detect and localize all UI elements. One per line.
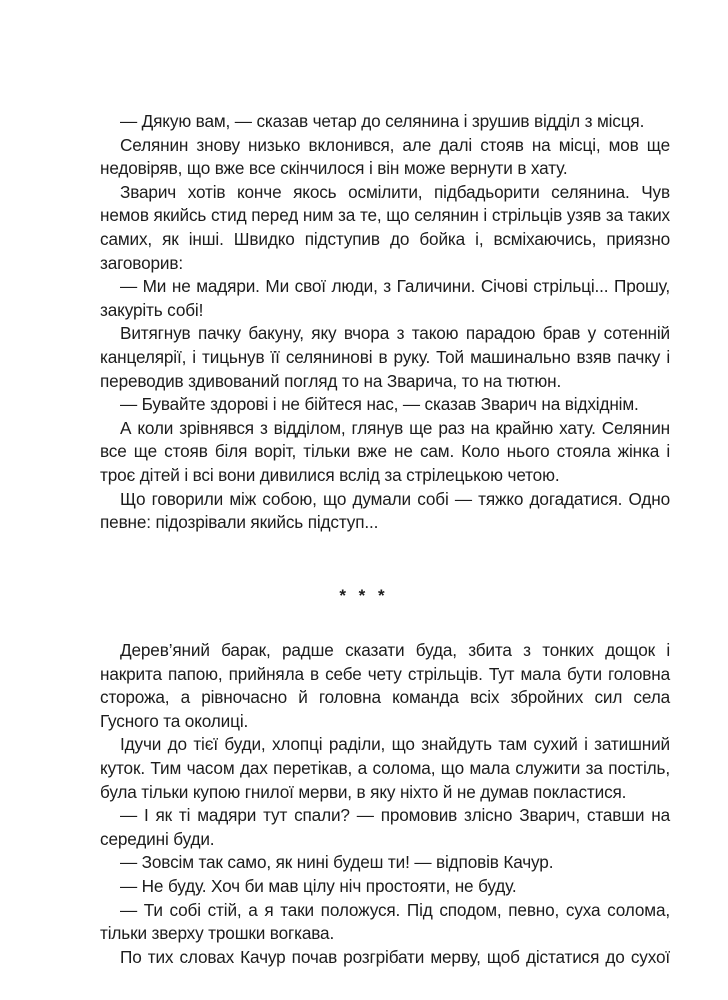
paragraph: Селянин знову низько вклонився, але далі стояв на місці, мов ще недовіряв, що вже все скінчилося і він може вернути в хату. xyxy=(100,134,670,179)
paragraph: А коли зрівнявся з відділом, глянув ще раз на крайню хату. Селянин все ще стояв біля воріт, тільки вже не сам. Коло нього стояла жінка і троє дітей і всі вони дивилися вслід за стрілецькою четою. xyxy=(100,417,670,485)
paragraph: Що говорили між собою, що думали собі — тяжко догадатися. Одно певне: підозрівали якийсь підступ... xyxy=(100,488,670,533)
paragraph: — Зовсім так само, як нині будеш ти! — відповів Качур. xyxy=(120,852,554,873)
section-separator: * * * xyxy=(339,586,389,605)
paragraph: По тих словах Качур почав розгрібати мерву, щоб дістатися до сухої xyxy=(120,946,670,967)
paragraph: Ідучи до тієї буди, хлопці раділи, що знайдуть там сухий і затишний куток. Тим часом дах перетікав, а солома, що мала служити за постіль, була тільки купою гнилої мерви, в яку ніхто й не думав покластися. xyxy=(100,734,670,802)
paragraph: — Не буду. Хоч би мав цілу ніч простояти, не буду. xyxy=(120,875,517,896)
paragraph: — Дякую вам, — сказав четар до селянина і зрушив відділ з місця. xyxy=(120,111,645,131)
paragraph: — Ти собі стій, а я таки положуся. Під сподом, певно, суха солома, тільки зверху трошки вогкава. xyxy=(100,899,670,944)
paragraph: — І як ті мадяри тут спали? — промовив злісно Зварич, ставши на середині буди. xyxy=(100,805,670,849)
paragraph: — Бувайте здорові і не бійтеся нас, — сказав Зварич на відхіднім. xyxy=(120,394,639,415)
paragraph: Витягнув пачку бакуну, яку вчора з такою парадою брав у сотенній канцелярії, і тицьнув її селянинові в руку. Той машинально взяв пачку і переводив здивований погляд то на Зварича, то на тютюн. xyxy=(100,323,670,391)
paragraph: — Ми не мадяри. Ми свої люди, з Галичини. Січові стрільці... Прошу, закуріть собі! xyxy=(100,276,670,320)
text-section-2 xyxy=(100,639,670,969)
paragraph: Зварич хотів конче якось осмілити, підбадьорити селянина. Чув немов якийсь стид перед ним за те, що селянин і стрільців узяв за таких самих, як інші. Швидко підступив до бойка і, всміхаючись, приязно заговорив: xyxy=(100,181,670,273)
text-section-1 xyxy=(100,110,670,535)
paragraph: Дерев’яний барак, радше сказати буда, збита з тонких дощок і накрита папою, прийняла в себе чету стрільців. Тут мала бути головна сторожа, а рівночасно й головна команда всіх збройних сил села Гусного та околиці. xyxy=(100,640,670,731)
